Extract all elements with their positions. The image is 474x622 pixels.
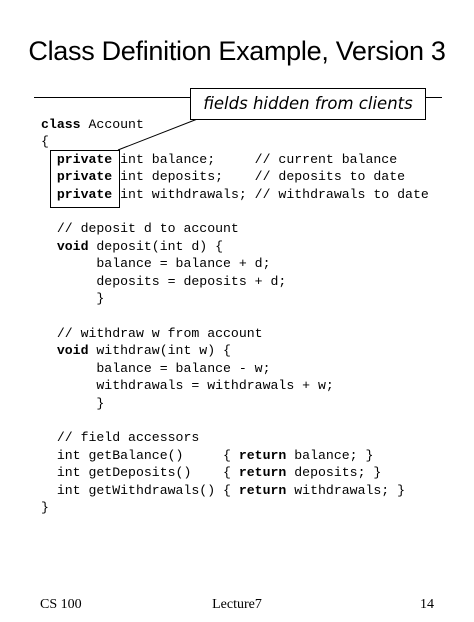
code-line: [41, 500, 49, 515]
code-keyword: return: [238, 447, 287, 463]
code-keyword: void: [56, 238, 89, 254]
code-text: deposit(int d) {: [88, 238, 224, 254]
footer-lecture: Lecture7: [212, 597, 262, 612]
code-text: [41, 239, 57, 254]
code-line: [41, 134, 49, 149]
footer-page-number: 14: [420, 597, 434, 612]
code-keyword: private: [56, 186, 113, 202]
code-text: int getBalance() {: [41, 447, 239, 463]
code-text: balance; }: [286, 447, 374, 463]
code-text: // withdraw w from account: [41, 325, 263, 341]
code-line: [41, 326, 263, 341]
private-highlight-box: [50, 150, 120, 208]
code-text: [41, 343, 57, 358]
code-keyword: return: [238, 482, 287, 498]
code-text: int getWithdrawals() {: [41, 482, 239, 498]
code-text: int withdrawals; // withdrawals to date: [112, 186, 429, 202]
footer-course: CS 100: [40, 597, 82, 612]
code-text: int deposits; // deposits to date: [112, 169, 406, 185]
code-line: [41, 221, 239, 236]
code-line: [41, 239, 223, 254]
code-text: }: [41, 291, 105, 307]
code-text: }: [41, 499, 49, 515]
code-text: withdrawals = withdrawals + w;: [41, 378, 334, 394]
code-line: [41, 291, 104, 306]
slide-title: Class Definition Example, Version 3: [28, 36, 446, 66]
code-line: [41, 465, 381, 480]
code-text: // deposit d to account: [41, 221, 239, 237]
code-line: [41, 274, 286, 289]
code-text: int getDeposits() {: [41, 465, 239, 481]
code-text: withdrawals; }: [286, 482, 406, 498]
code-text: balance = balance + d;: [41, 256, 271, 272]
code-text: deposits; }: [286, 465, 382, 481]
callout-box: fields hidden from clients: [190, 88, 426, 120]
code-line: [41, 396, 104, 411]
code-line: [41, 378, 334, 393]
code-line: [41, 361, 271, 376]
code-line: [41, 483, 405, 498]
code-keyword: return: [238, 465, 287, 481]
code-line: [41, 256, 271, 271]
code-text: deposits = deposits + d;: [41, 273, 287, 289]
code-keyword: private: [56, 151, 113, 167]
code-text: // field accessors: [41, 430, 200, 446]
code-text: balance = balance - w;: [41, 360, 271, 376]
code-text: {: [41, 134, 49, 150]
code-keyword: class: [41, 117, 81, 132]
code-line: [41, 343, 231, 358]
code-text: withdraw(int w) {: [88, 343, 231, 359]
code-line: [41, 117, 144, 132]
code-keyword: private: [56, 169, 113, 185]
code-keyword: void: [56, 343, 89, 359]
code-line: [41, 448, 373, 463]
code-text: }: [41, 395, 105, 411]
code-line: [41, 430, 199, 445]
code-text: Account: [80, 117, 144, 132]
code-text: int balance; // current balance: [112, 151, 398, 167]
